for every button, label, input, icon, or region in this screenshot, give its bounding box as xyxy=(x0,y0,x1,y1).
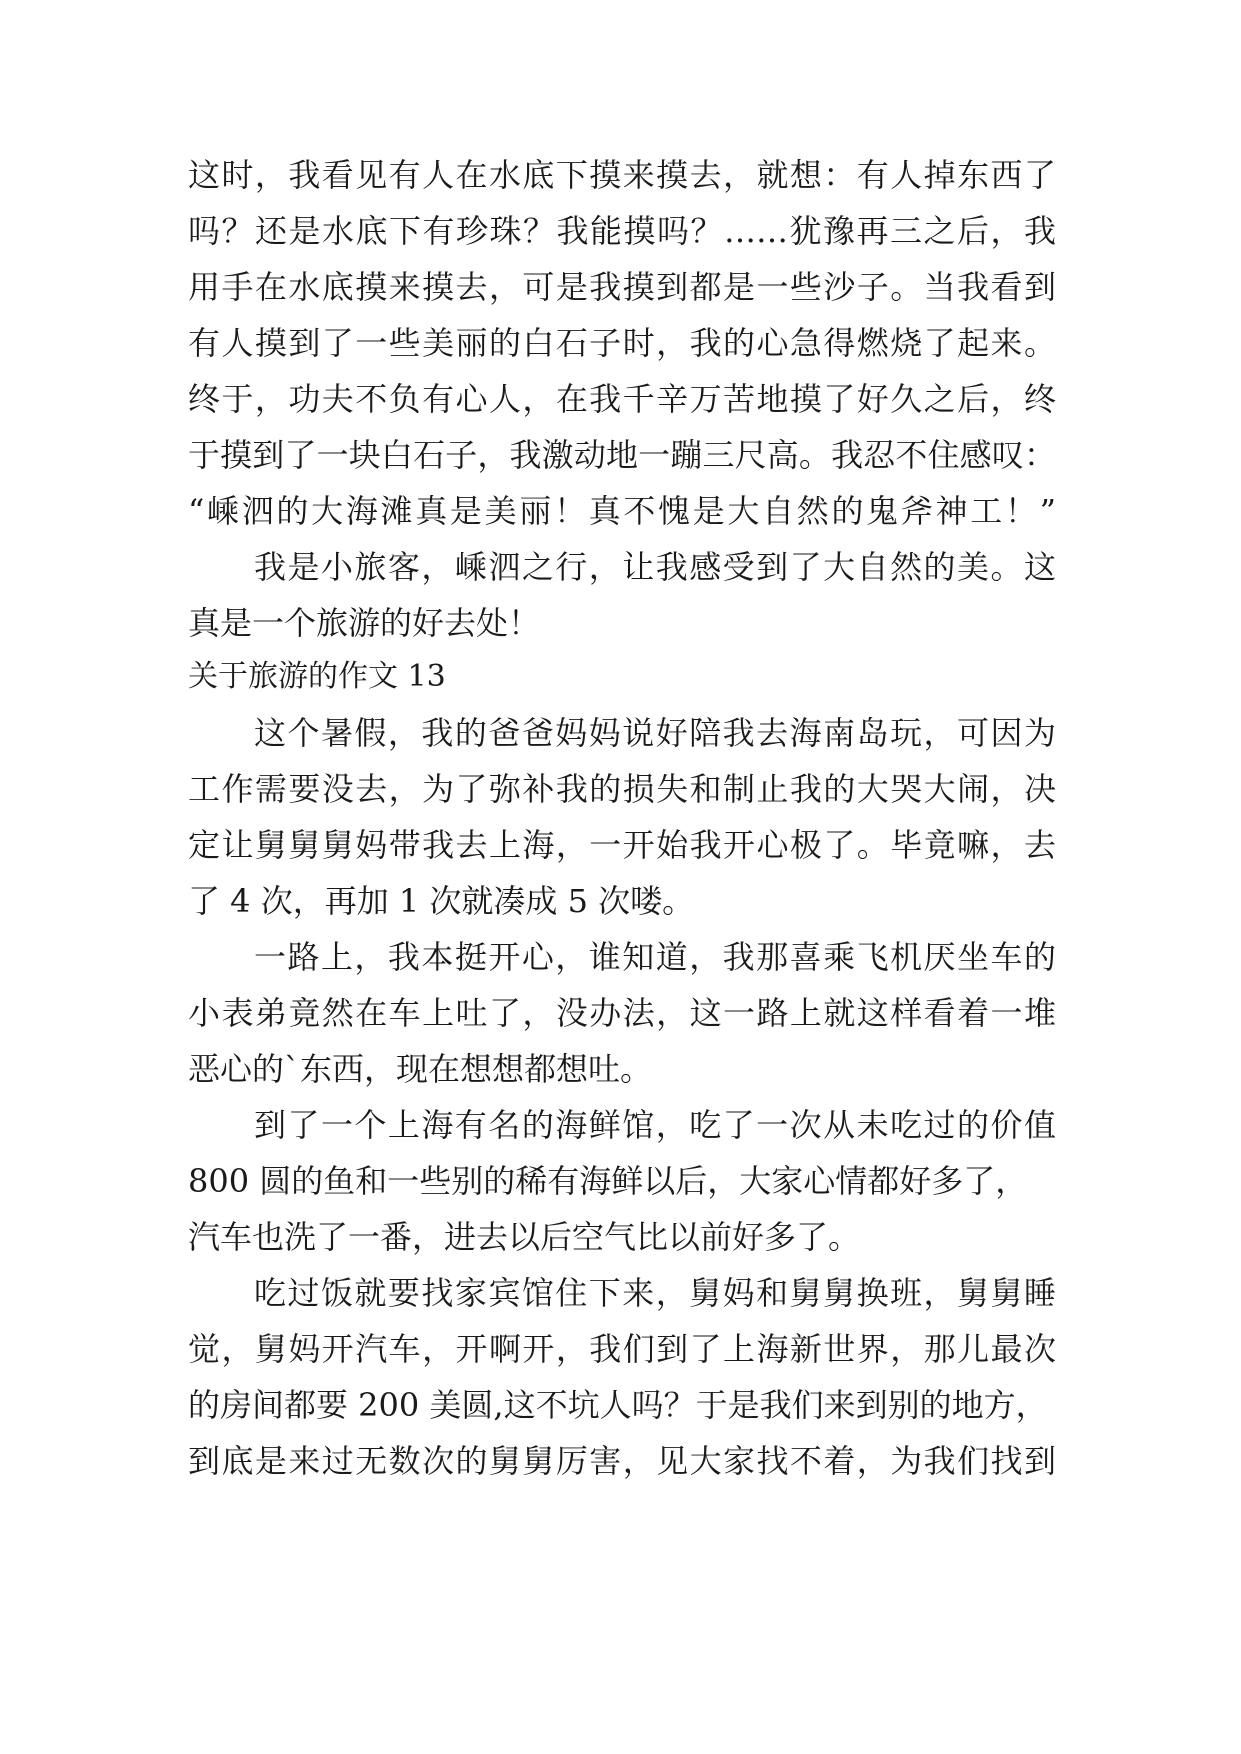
text-line: 的房间都要 200 美圆,这不坑人吗？于是我们来到别的地方， xyxy=(188,1386,1048,1424)
text-line: 了 4 次，再加 1 次就凑成 5 次喽。 xyxy=(188,882,695,920)
text-line: “嵊泗的大海滩真是美丽！真不愧是大自然的鬼斧神工！” xyxy=(188,492,1056,530)
text-line: 工作需要没去，为了弥补我的损失和制止我的大哭大闹，决 xyxy=(188,770,1056,808)
text-line: 真是一个旅游的好去处！ xyxy=(188,604,541,642)
section-heading: 关于旅游的作文 13 xyxy=(188,659,446,694)
text-line: 到底是来过无数次的舅舅厉害，见大家找不着，为我们找到 xyxy=(188,1442,1056,1480)
text-line: 于摸到了一块白石子，我激动地一蹦三尺高。我忍不住感叹： xyxy=(188,436,1056,474)
text-line: 这个暑假，我的爸爸妈妈说好陪我去海南岛玩，可因为 xyxy=(254,714,1056,752)
text-line: 800 圆的鱼和一些别的稀有海鲜以后，大家心情都好多了， xyxy=(188,1162,1028,1200)
text-line: 吗？还是水底下有珍珠？我能摸吗？……犹豫再三之后，我 xyxy=(188,212,1056,250)
text-line: 到了一个上海有名的海鲜馆，吃了一次从未吃过的价值 xyxy=(254,1106,1056,1144)
text-line: 一路上，我本挺开心，谁知道，我那喜乘飞机厌坐车的 xyxy=(254,938,1056,976)
text-line: 用手在水底摸来摸去，可是我摸到都是一些沙子。当我看到 xyxy=(188,268,1056,306)
text-line: 这时，我看见有人在水底下摸来摸去，就想：有人掉东西了 xyxy=(188,156,1056,194)
text-line: 恶心的`东西，现在想想都想吐。 xyxy=(188,1050,653,1088)
text-line: 小表弟竟然在车上吐了，没办法，这一路上就这样看着一堆 xyxy=(188,994,1056,1032)
text-line: 汽车也洗了一番，进去以后空气比以前好多了。 xyxy=(188,1218,861,1256)
text-line: 定让舅舅舅妈带我去上海，一开始我开心极了。毕竟嘛，去 xyxy=(188,826,1056,864)
text-line: 我是小旅客，嵊泗之行，让我感受到了大自然的美。这 xyxy=(254,548,1056,586)
text-line: 有人摸到了一些美丽的白石子时，我的心急得燃烧了起来。 xyxy=(188,324,1056,362)
text-line: 终于，功夫不负有心人，在我千辛万苦地摸了好久之后，终 xyxy=(188,380,1056,418)
text-line: 吃过饭就要找家宾馆住下来，舅妈和舅舅换班，舅舅睡 xyxy=(254,1274,1056,1312)
text-line: 觉，舅妈开汽车，开啊开，我们到了上海新世界，那儿最次 xyxy=(188,1330,1056,1368)
